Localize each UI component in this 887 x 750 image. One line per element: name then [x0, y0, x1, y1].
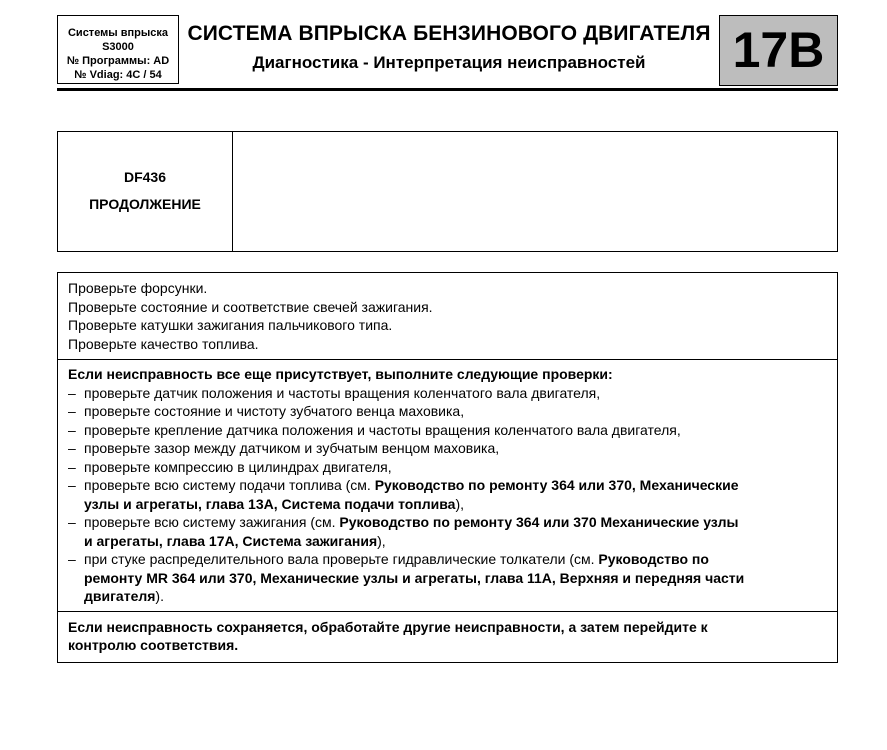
manual-reference: ремонту MR 364 или 370, Механические узлы и агрегаты, глава 11A, Верхняя и передняя части	[84, 569, 745, 586]
list-item	[68, 476, 827, 513]
list-item	[68, 384, 827, 403]
dash-marker: –	[68, 477, 76, 493]
list-item-text	[84, 550, 827, 569]
item-text: проверьте всю систему зажигания (см.	[84, 514, 340, 530]
item-text: ).	[155, 588, 164, 604]
vdiag-label: № Vdiag: 4C / 54	[74, 69, 162, 81]
list-item-text	[84, 476, 827, 495]
manual-reference: и агрегаты, глава 17A, Система зажигания	[84, 532, 378, 549]
basic-check: Проверьте состояние и соответствие свечей зажигания.	[68, 298, 433, 315]
fault-status: ПРОДОЛЖЕНИЕ	[89, 196, 201, 212]
dash-marker: –	[68, 514, 76, 530]
list-item-text	[84, 532, 827, 551]
list-item	[68, 513, 827, 550]
list-item-text: проверьте крепление датчика положения и частоты вращения коленчатого вала двигателя,	[84, 421, 681, 438]
list-item-text	[84, 587, 827, 606]
header-titles	[179, 15, 719, 84]
basic-check: Проверьте форсунки.	[68, 280, 208, 296]
item-text: при стуке распределительного вала проверьте гидравлические толкатели (см.	[84, 551, 599, 567]
dash-marker: –	[68, 458, 76, 475]
list-item	[68, 550, 827, 606]
final-instruction: контролю соответствия.	[68, 637, 239, 653]
basic-checks-section	[58, 273, 837, 359]
dash-marker: –	[68, 551, 76, 567]
further-checks-heading: Если неисправность все еще присутствует, выполните следующие проверки:	[68, 366, 613, 382]
fault-id-cell	[58, 132, 233, 251]
manual-reference: узлы и агрегаты, глава 13A, Система подачи топлива	[84, 495, 456, 512]
manual-reference: двигателя	[84, 588, 156, 604]
list-item	[68, 439, 827, 458]
system-code: S3000	[102, 41, 134, 53]
checks-table	[57, 272, 838, 663]
page-title: СИСТЕМА ВПРЫСКА БЕНЗИНОВОГО ДВИГАТЕЛЯ	[187, 22, 711, 45]
basic-check: Проверьте качество топлива.	[68, 335, 259, 352]
item-text: ),	[455, 495, 465, 512]
list-item-text	[84, 495, 827, 514]
system-label: Системы впрыска	[67, 27, 169, 39]
dash-marker: –	[68, 403, 76, 419]
list-item	[68, 458, 827, 477]
further-checks-section	[58, 359, 837, 611]
final-instruction-section	[58, 611, 837, 662]
page-header	[57, 15, 838, 91]
item-text: проверьте всю систему подачи топлива (см.	[84, 477, 375, 493]
list-item	[68, 402, 827, 421]
basic-check: Проверьте катушки зажигания пальчикового типа.	[68, 317, 393, 333]
dash-marker: –	[68, 384, 76, 401]
list-item-text	[84, 513, 827, 532]
list-item	[68, 421, 827, 440]
list-item-text: проверьте датчик положения и частоты вращения коленчатого вала двигателя,	[84, 384, 601, 401]
final-instruction: Если неисправность сохраняется, обработайте другие неисправности, а затем перейдите к	[68, 618, 708, 635]
manual-reference: Руководство по ремонту 364 или 370, Механические	[374, 477, 739, 493]
dash-marker: –	[68, 421, 76, 438]
system-info-box	[57, 15, 179, 84]
section-code-badge: 17B	[719, 15, 838, 86]
item-text: ),	[377, 532, 386, 549]
program-label: № Программы: AD	[66, 55, 170, 67]
manual-reference: Руководство по ремонту 364 или 370 Механические узлы	[339, 514, 739, 530]
list-item-text: проверьте зазор между датчиком и зубчатым венцом маховика,	[84, 440, 500, 456]
header-divider	[57, 88, 838, 91]
fault-box	[57, 131, 838, 252]
fault-code: DF436	[123, 169, 167, 185]
list-item-text: проверьте компрессию в цилиндрах двигателя,	[84, 458, 392, 475]
dash-marker: –	[68, 440, 76, 456]
list-item-text: проверьте состояние и чистоту зубчатого венца маховика,	[84, 403, 465, 419]
page-subtitle: Диагностика - Интерпретация неисправностей	[252, 53, 646, 72]
manual-reference: Руководство по	[598, 551, 709, 567]
